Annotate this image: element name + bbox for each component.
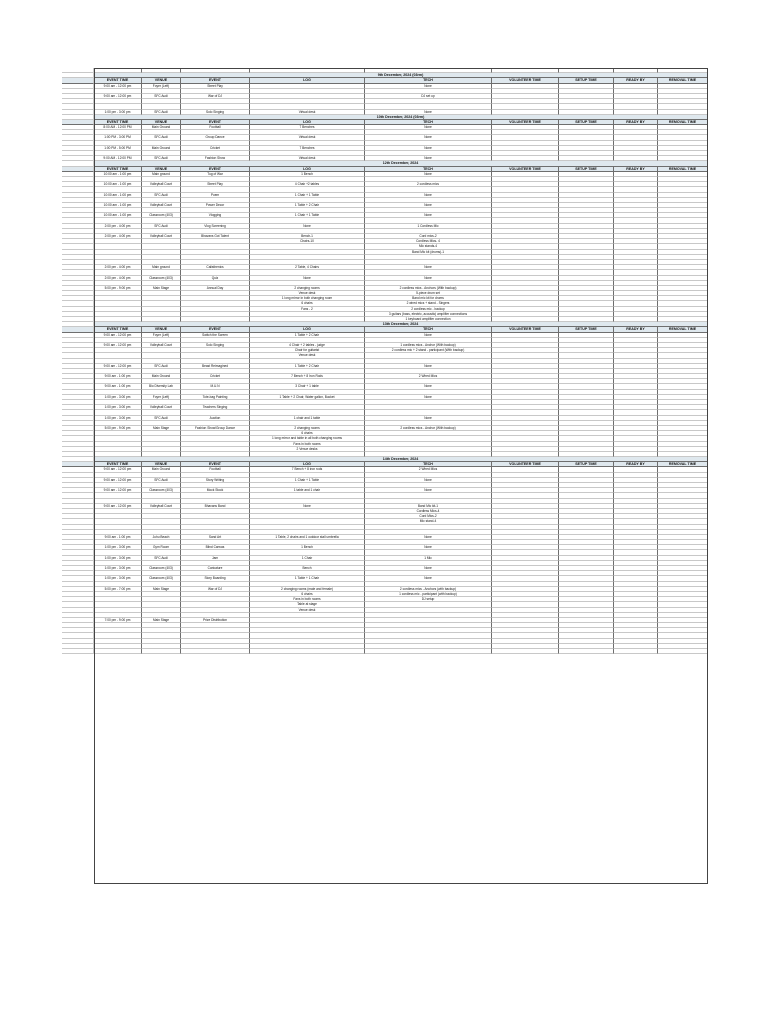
column-header[interactable]: TECH [365, 167, 492, 172]
tech-cell[interactable]: Cord Mics-2 [365, 514, 492, 519]
log-cell[interactable]: 1 Bench [250, 172, 365, 177]
log-cell[interactable]: 1 Table + 2 Chair [250, 203, 365, 208]
event-time-cell[interactable]: 2:00 pm - 4:00 pm [94, 276, 142, 281]
event-time-cell[interactable]: 1:00 pm - 3:00 pm [94, 416, 142, 421]
log-cell[interactable]: 2 Table, 4 Chairs [250, 265, 365, 270]
log-cell[interactable]: Virtual desk [250, 156, 365, 161]
tech-cell[interactable]: None [365, 364, 492, 369]
event-time-cell[interactable]: 8:00 AM - 12:00 PM [94, 125, 142, 130]
log-cell[interactable]: 3 Chair + 1 table [250, 384, 365, 389]
log-cell[interactable]: 6 chairs [250, 431, 365, 436]
event-cell[interactable]: Poem [181, 193, 250, 198]
tech-cell[interactable]: 2 cordless mic + 2 stand - participant (With backup) [365, 348, 492, 353]
venue-cell[interactable]: Volleyball Court [142, 203, 181, 208]
tech-cell[interactable]: None [365, 488, 492, 493]
tech-cell[interactable]: 2 wired mics + stand - Singers [365, 301, 492, 306]
event-cell[interactable]: Cricket [181, 374, 250, 379]
tech-cell[interactable]: None [365, 156, 492, 161]
event-time-cell[interactable]: 1:00 pm - 3:00 pm [94, 556, 142, 561]
event-cell[interactable]: War of DJ [181, 587, 250, 592]
column-header[interactable]: EVENT TIME [94, 120, 142, 125]
event-time-cell[interactable]: 9:00 am - 12:00 pm [94, 343, 142, 348]
tech-cell[interactable]: None [365, 478, 492, 483]
event-cell[interactable]: Sand Art [181, 535, 250, 540]
tech-cell[interactable]: None [365, 416, 492, 421]
tech-cell[interactable]: Band Mic kit-1 [365, 504, 492, 509]
event-time-cell[interactable]: 9:00 AM - 12:00 PM [94, 156, 142, 161]
event-time-cell[interactable]: 5:00 pm - 9:00 pm [94, 286, 142, 291]
tech-cell[interactable]: None [365, 84, 492, 89]
log-cell[interactable]: Bench-1 [250, 234, 365, 239]
event-time-cell[interactable]: 9:00 am - 1:00 pm [94, 374, 142, 379]
event-cell[interactable]: Tug of War [181, 172, 250, 177]
log-cell[interactable]: 2 changing rooms [250, 426, 365, 431]
column-header[interactable]: VOLUNTEER TIME [492, 120, 559, 125]
column-header[interactable]: VENUE [142, 78, 181, 83]
tech-cell[interactable]: 1 Mic [365, 556, 492, 561]
column-header[interactable]: REMOVAL TIME [658, 462, 708, 467]
log-cell[interactable]: 1 Chair [250, 556, 365, 561]
venue-cell[interactable]: Main ground [142, 172, 181, 177]
empty-cell[interactable] [559, 649, 614, 654]
event-cell[interactable]: Fashion Show [181, 156, 250, 161]
column-header[interactable]: READY BY [614, 120, 658, 125]
venue-cell[interactable]: SFC Audi [142, 364, 181, 369]
event-cell[interactable]: Street Play [181, 84, 250, 89]
event-cell[interactable]: Vlog Screening [181, 224, 250, 229]
event-cell[interactable]: Solo Singing [181, 110, 250, 115]
venue-cell[interactable]: Volleyball Court [142, 182, 181, 187]
tech-cell[interactable]: 2 cordless mics [365, 182, 492, 187]
venue-cell[interactable]: Main Ground [142, 125, 181, 130]
venue-cell[interactable]: SFC Audi [142, 110, 181, 115]
event-cell[interactable]: Cricket [181, 146, 250, 151]
column-header[interactable]: LOG [250, 327, 365, 332]
tech-cell[interactable]: 2 cordless mics - Anchors (With backup) [365, 286, 492, 291]
event-time-cell[interactable]: 1:00 pm - 3:00 pm [94, 405, 142, 410]
spreadsheet [62, 68, 708, 654]
log-cell[interactable]: Chair for guitarist [250, 348, 365, 353]
log-cell[interactable]: Virtual desk [250, 110, 365, 115]
column-header[interactable]: EVENT [181, 327, 250, 332]
log-cell[interactable]: 6 chairs [250, 301, 365, 306]
venue-cell[interactable]: Volleyball Court [142, 234, 181, 239]
venue-cell[interactable]: Main Ground [142, 374, 181, 379]
venue-cell[interactable]: Main Stage [142, 587, 181, 592]
column-header[interactable]: VENUE [142, 327, 181, 332]
tech-cell[interactable]: None [365, 276, 492, 281]
log-cell[interactable]: 2 Venue desks [250, 447, 365, 452]
day-title: 14th December, 2024 [94, 457, 708, 462]
tech-cell[interactable]: None [365, 265, 492, 270]
venue-cell[interactable]: Classroom (403) [142, 566, 181, 571]
log-cell[interactable]: 7 Bench + 8 Iron Rods [250, 374, 365, 379]
tech-cell[interactable]: None [365, 135, 492, 140]
tech-cell[interactable]: None [365, 545, 492, 550]
day-title: 10th December, 2024 (03rm) [94, 115, 708, 120]
tech-cell[interactable]: None [365, 576, 492, 581]
event-cell[interactable]: Football [181, 467, 250, 472]
log-cell[interactable]: Chairs-10 [250, 239, 365, 244]
log-cell[interactable]: Fans in both rooms [250, 597, 365, 602]
tech-cell[interactable]: None [365, 333, 492, 338]
log-cell[interactable]: 7 Benches [250, 146, 365, 151]
venue-cell[interactable]: Classroom (403) [142, 276, 181, 281]
column-header[interactable]: SETUP TIME [559, 120, 614, 125]
tech-cell[interactable]: 2 cordless mics - Anchor (With backup) [365, 426, 492, 431]
log-cell[interactable]: Bench [250, 566, 365, 571]
tech-cell[interactable]: 2 Wired Mics [365, 374, 492, 379]
venue-cell[interactable]: SFC Audi [142, 135, 181, 140]
tech-cell[interactable]: 3 guitars (bass, electric, acoustic) amplifier connections [365, 312, 492, 317]
event-time-cell[interactable]: 9:00 am - 12:00 pm [94, 488, 142, 493]
log-cell[interactable]: 1 table and 1 chair [250, 488, 365, 493]
tech-cell[interactable]: DJ set up [365, 94, 492, 99]
log-cell[interactable]: Fans in both rooms [250, 442, 365, 447]
venue-cell[interactable]: SFC Audi [142, 556, 181, 561]
event-cell[interactable]: Football [181, 125, 250, 130]
event-time-cell[interactable]: 1:00 pm - 3:00 pm [94, 110, 142, 115]
event-time-cell[interactable]: 9:00 am - 1:00 pm [94, 535, 142, 540]
log-cell[interactable]: 1 Table + 1 Chair [250, 576, 365, 581]
venue-cell[interactable]: Main Stage [142, 426, 181, 431]
venue-cell[interactable]: SFC Audi [142, 416, 181, 421]
log-cell[interactable]: 1 Chair + 1 Table [250, 478, 365, 483]
column-header[interactable]: READY BY [614, 167, 658, 172]
column-header[interactable]: LOG [250, 120, 365, 125]
column-header[interactable]: LOG [250, 167, 365, 172]
column-header[interactable]: LOG [250, 78, 365, 83]
event-time-cell[interactable]: 10:00 am - 1:00 pm [94, 182, 142, 187]
column-header[interactable]: REMOVAL TIME [658, 327, 708, 332]
event-time-cell[interactable]: 9:00 am - 12:00 pm [94, 504, 142, 509]
day-title: 12th December, 2024 [94, 161, 708, 166]
column-header[interactable]: SETUP TIME [559, 327, 614, 332]
event-cell[interactable]: Prize Distribution [181, 618, 250, 623]
venue-cell[interactable]: SFC Audi [142, 94, 181, 99]
venue-cell[interactable]: Volleyball Court [142, 343, 181, 348]
blank-row [62, 649, 708, 654]
event-time-cell[interactable]: 9:00 am - 12:00 pm [94, 467, 142, 472]
tech-cell[interactable]: None [365, 203, 492, 208]
column-header[interactable]: TECH [365, 327, 492, 332]
column-header[interactable]: VENUE [142, 167, 181, 172]
venue-cell[interactable] [142, 649, 181, 654]
venue-cell[interactable]: Volleyball Court [142, 405, 181, 410]
tech-cell[interactable]: 2 cordless mic - backup [365, 307, 492, 312]
tech-cell[interactable]: 2 cordless mics - Anchors (with backup) [365, 587, 492, 592]
column-header[interactable]: REMOVAL TIME [658, 167, 708, 172]
log-cell[interactable]: 1 Table + 2 Chair, Water gallon, Bucket [250, 395, 365, 400]
column-header[interactable]: READY BY [614, 78, 658, 83]
event-cell[interactable]: Fashion Show/Group Dance [181, 426, 250, 431]
log-cell[interactable]: 1 Table + 2 Chair [250, 364, 365, 369]
event-cell[interactable]: Beast Reimagined [181, 364, 250, 369]
column-header[interactable]: EVENT [181, 462, 250, 467]
tech-cell[interactable]: Mic stand-4 [365, 519, 492, 524]
event-time-cell[interactable] [94, 649, 142, 654]
event-cell[interactable]: Group Dance [181, 135, 250, 140]
tech-cell[interactable] [365, 649, 492, 654]
day-title: 9th December, 2024 (03rm) [94, 73, 708, 78]
event-time-cell[interactable]: 5:00 pm - 7:00 pm [94, 587, 142, 592]
tech-cell[interactable]: None [365, 125, 492, 130]
event-time-cell[interactable]: 9:00 am - 12:00 pm [94, 333, 142, 338]
event-time-cell[interactable]: 9:00 am - 12:00 pm [94, 84, 142, 89]
event-cell[interactable] [181, 649, 250, 654]
empty-cell[interactable] [492, 649, 559, 654]
log-cell[interactable]: 1 Bench [250, 545, 365, 550]
log-cell[interactable]: 4 Chair +2 tables [250, 182, 365, 187]
tech-cell[interactable]: 5-piece drum set [365, 291, 492, 296]
event-time-cell[interactable]: 2:00 pm - 4:00 pm [94, 265, 142, 270]
venue-cell[interactable]: SFC Audi [142, 156, 181, 161]
event-time-cell[interactable]: 9:00 am - 12:00 pm [94, 364, 142, 369]
tech-cell[interactable]: Band mic kit for drums [365, 296, 492, 301]
column-header[interactable]: SETUP TIME [559, 462, 614, 467]
venue-cell[interactable]: SFC Audi [142, 478, 181, 483]
column-header[interactable]: TECH [365, 78, 492, 83]
event-time-cell[interactable]: 1:00 pm - 3:00 pm [94, 566, 142, 571]
log-cell[interactable]: 1 Table, 2 chairs and 1 outdoor stall umbrella [250, 535, 365, 540]
tech-cell[interactable]: Cord mics-2 [365, 234, 492, 239]
tech-cell[interactable]: 1 Cordless Mic [365, 224, 492, 229]
log-cell[interactable]: 4 Chair + 2 tables - judge [250, 343, 365, 348]
venue-cell[interactable]: Foyer (Left) [142, 84, 181, 89]
venue-cell[interactable]: Main Ground [142, 146, 181, 151]
tech-cell[interactable]: 1 cordless mics - Anchor (With backup) [365, 343, 492, 348]
column-header[interactable]: EVENT [181, 78, 250, 83]
event-cell[interactable]: Quiz [181, 276, 250, 281]
log-cell[interactable]: Table at stage [250, 602, 365, 607]
tech-cell[interactable]: Band Mic kit (drums)-1 [365, 250, 492, 255]
column-header[interactable]: EVENT TIME [94, 167, 142, 172]
event-cell[interactable]: Blind Canvas [181, 545, 250, 550]
log-cell[interactable]: Fans - 2 [250, 307, 365, 312]
day-title: 13th December, 2024 [94, 322, 708, 327]
log-cell[interactable]: 2 changing rooms (male and female) [250, 587, 365, 592]
event-cell[interactable]: Caricature [181, 566, 250, 571]
venue-cell[interactable]: Bio Diversity Lab [142, 384, 181, 389]
venue-cell[interactable]: Juhu Beach [142, 535, 181, 540]
column-header[interactable]: VOLUNTEER TIME [492, 167, 559, 172]
column-header[interactable]: READY BY [614, 327, 658, 332]
column-header[interactable]: VOLUNTEER TIME [492, 462, 559, 467]
column-header[interactable]: SETUP TIME [559, 78, 614, 83]
event-cell[interactable]: Tote-bag Painting [181, 395, 250, 400]
event-time-cell[interactable]: 5:00 pm - 9:00 pm [94, 426, 142, 431]
tech-cell[interactable]: DJ setup [365, 597, 492, 602]
column-header[interactable]: REMOVAL TIME [658, 120, 708, 125]
column-header[interactable]: VENUE [142, 120, 181, 125]
event-time-cell[interactable]: 10:00 am - 1:00 pm [94, 203, 142, 208]
venue-cell[interactable]: Main Stage [142, 618, 181, 623]
log-cell[interactable]: 1 chair and 1 table [250, 416, 365, 421]
log-cell[interactable]: Virtual desk [250, 135, 365, 140]
column-header[interactable]: EVENT [181, 167, 250, 172]
event-cell[interactable]: Vlogging [181, 213, 250, 218]
event-cell[interactable]: Mock Stock [181, 488, 250, 493]
log-cell[interactable]: None [250, 224, 365, 229]
event-cell[interactable]: Calisthenics [181, 265, 250, 270]
venue-cell[interactable]: Gym Room [142, 545, 181, 550]
event-time-cell[interactable]: 1:00 PM - 3:00 PM [94, 135, 142, 140]
event-cell[interactable]: M.U.N [181, 384, 250, 389]
tech-cell[interactable]: None [365, 535, 492, 540]
event-cell[interactable]: Street Play [181, 182, 250, 187]
event-cell[interactable]: Power Decor [181, 203, 250, 208]
log-cell[interactable]: 1 long mirror in both changing room [250, 296, 365, 301]
venue-cell[interactable]: Foyer (Left) [142, 333, 181, 338]
event-time-cell[interactable]: 9:00 am - 1:00 pm [94, 384, 142, 389]
event-cell[interactable]: Story Writing [181, 478, 250, 483]
column-header[interactable]: EVENT TIME [94, 462, 142, 467]
tech-cell[interactable]: 2 Wired Mics [365, 467, 492, 472]
event-time-cell[interactable]: 7:00 pm - 9:00 pm [94, 618, 142, 623]
log-cell[interactable]: 1 Chair + 1 Table [250, 213, 365, 218]
event-time-cell[interactable]: 10:00 am - 1:00 pm [94, 193, 142, 198]
log-cell[interactable]: 7 Benches [250, 125, 365, 130]
tech-cell[interactable]: None [365, 384, 492, 389]
tech-cell[interactable]: 1 keyboard amplifier connection [365, 317, 492, 322]
event-time-cell[interactable]: 10:00 am - 1:00 pm [94, 172, 142, 177]
venue-cell[interactable]: Main Stage [142, 286, 181, 291]
tech-cell[interactable]: 1 cordless mic - participant (with backup) [365, 592, 492, 597]
tech-cell[interactable]: None [365, 146, 492, 151]
log-cell[interactable] [250, 649, 365, 654]
event-time-cell[interactable]: 1:00 PM - 5:00 PM [94, 146, 142, 151]
column-header[interactable]: VOLUNTEER TIME [492, 327, 559, 332]
event-cell[interactable]: Teachers Singing [181, 405, 250, 410]
log-cell[interactable]: 6 chairs [250, 592, 365, 597]
log-cell[interactable]: None [250, 504, 365, 509]
column-header[interactable]: EVENT [181, 120, 250, 125]
event-cell[interactable]: Jam [181, 556, 250, 561]
event-time-cell[interactable]: 1:00 pm - 3:00 pm [94, 576, 142, 581]
empty-cell[interactable] [658, 649, 708, 654]
event-cell[interactable]: Bhavans Got Talent [181, 234, 250, 239]
tech-cell[interactable]: None [365, 110, 492, 115]
tech-cell[interactable]: None [365, 395, 492, 400]
log-cell[interactable]: Venue desk [250, 608, 365, 613]
column-header[interactable]: VENUE [142, 462, 181, 467]
empty-cell[interactable] [614, 649, 658, 654]
log-cell[interactable]: None [250, 276, 365, 281]
tech-cell[interactable]: None [365, 172, 492, 177]
log-cell[interactable]: 1 Chair + 1 Table [250, 193, 365, 198]
event-time-cell[interactable]: 10:00 am - 1:00 pm [94, 213, 142, 218]
log-cell[interactable]: Venue desk [250, 291, 365, 296]
event-cell[interactable]: Auction [181, 416, 250, 421]
event-time-cell[interactable]: 9:00 am - 12:00 pm [94, 94, 142, 99]
column-header[interactable]: EVENT TIME [94, 78, 142, 83]
event-cell[interactable]: Switch the Screen [181, 333, 250, 338]
column-header[interactable]: TECH [365, 120, 492, 125]
venue-cell[interactable]: Volleyball Court [142, 504, 181, 509]
tech-cell[interactable]: None [365, 213, 492, 218]
tech-cell[interactable]: None [365, 193, 492, 198]
event-time-cell[interactable]: 1:00 pm - 3:00 pm [94, 395, 142, 400]
column-header[interactable]: EVENT TIME [94, 327, 142, 332]
tech-cell[interactable]: Cordless Mics- 4 [365, 239, 492, 244]
event-cell[interactable]: Annual Day [181, 286, 250, 291]
event-cell[interactable]: Story Boarding [181, 576, 250, 581]
row-gutter[interactable] [62, 649, 94, 654]
tech-cell[interactable]: Cordless Mics-4 [365, 509, 492, 514]
tech-cell[interactable]: Mic stands-4 [365, 244, 492, 249]
event-time-cell[interactable]: 1:00 pm - 3:00 pm [94, 545, 142, 550]
venue-cell[interactable]: Classroom (403) [142, 576, 181, 581]
event-cell[interactable]: War of DJ [181, 94, 250, 99]
tech-cell[interactable]: None [365, 566, 492, 571]
log-cell[interactable]: 1 long mirror and table in all both changing rooms [250, 436, 365, 441]
venue-cell[interactable]: Classroom (403) [142, 488, 181, 493]
venue-cell[interactable]: Foyer (Left) [142, 395, 181, 400]
venue-cell[interactable]: Main Ground [142, 467, 181, 472]
event-cell[interactable]: Solo Singing [181, 343, 250, 348]
venue-cell[interactable]: SFC Audi [142, 224, 181, 229]
column-header[interactable]: VOLUNTEER TIME [492, 78, 559, 83]
log-cell[interactable]: 1 Table + 2 Chair [250, 333, 365, 338]
log-cell[interactable]: 7 Bench + 8 iron rods [250, 467, 365, 472]
column-header[interactable]: REMOVAL TIME [658, 78, 708, 83]
venue-cell[interactable]: SFC Audi [142, 193, 181, 198]
column-header[interactable]: TECH [365, 462, 492, 467]
log-cell[interactable]: 2 changing rooms [250, 286, 365, 291]
log-cell[interactable]: Venue desk [250, 353, 365, 358]
event-cell[interactable]: Bhavans Band [181, 504, 250, 509]
event-time-cell[interactable]: 2:00 pm - 4:00 pm [94, 234, 142, 239]
venue-cell[interactable]: Main ground [142, 265, 181, 270]
venue-cell[interactable]: Classroom (403) [142, 213, 181, 218]
column-header[interactable]: LOG [250, 462, 365, 467]
column-header[interactable]: SETUP TIME [559, 167, 614, 172]
column-header[interactable]: READY BY [614, 462, 658, 467]
event-time-cell[interactable]: 2:00 pm - 4:00 pm [94, 224, 142, 229]
event-time-cell[interactable]: 9:00 am - 12:00 pm [94, 478, 142, 483]
